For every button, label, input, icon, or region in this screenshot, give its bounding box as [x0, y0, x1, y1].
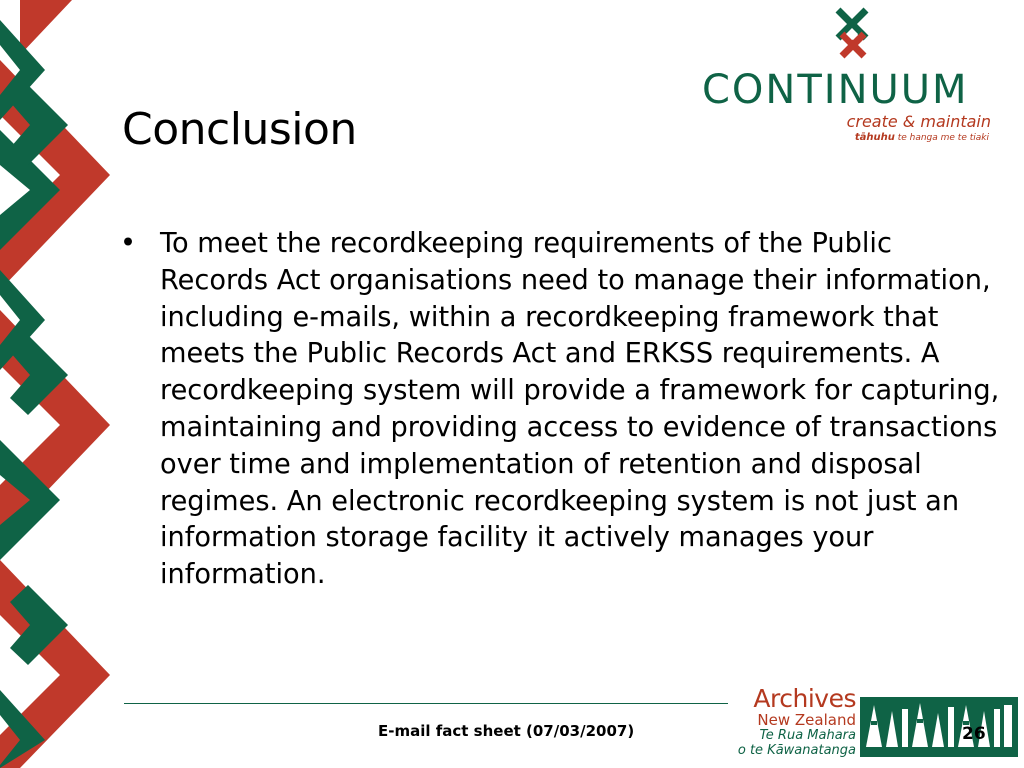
archives-logo-line1: Archives	[753, 684, 856, 713]
decorative-border	[0, 0, 110, 768]
archives-logo-line4: o te Kāwanatanga	[737, 743, 856, 758]
continuum-tagline: create & maintain	[846, 112, 991, 131]
continuum-mark-icon	[830, 6, 874, 64]
slide-title: Conclusion	[122, 104, 357, 155]
continuum-subline-bold: tāhuhu	[854, 132, 895, 143]
continuum-subline-rest: te hanga me te tiaki	[897, 133, 989, 143]
continuum-wordmark: CONTINUUM	[702, 67, 969, 113]
archives-logo-line3: Te Rua Mahara	[759, 728, 856, 743]
bullet-item	[120, 226, 1000, 594]
border-pattern	[0, 0, 110, 768]
footer-divider	[124, 703, 728, 704]
page-number: 26	[962, 724, 986, 744]
bullet-text: To meet the recordkeeping requirements of the Public Records Act organisations need to manage their information, including e-mails, within a recordkeeping framework that meets the Public Records Act and ERKSS requirements. A recordkeeping system will provide a framework for capturing, maintaining and providing access to evidence of transactions over time and implementation of retention and disposal regimes. An electronic recordkeeping system is not just an information storage facility it actively manages your information.	[160, 228, 1000, 591]
footer-text: E-mail fact sheet (07/03/2007)	[378, 722, 635, 740]
archives-pattern-icon	[860, 697, 1018, 757]
archives-logo-line2: New Zealand	[757, 711, 856, 729]
bullet-marker: •	[120, 228, 137, 259]
bullet-list	[120, 226, 1000, 594]
continuum-logo	[700, 6, 1015, 146]
archives-nz-logo	[732, 686, 856, 758]
continuum-subline	[855, 132, 989, 143]
